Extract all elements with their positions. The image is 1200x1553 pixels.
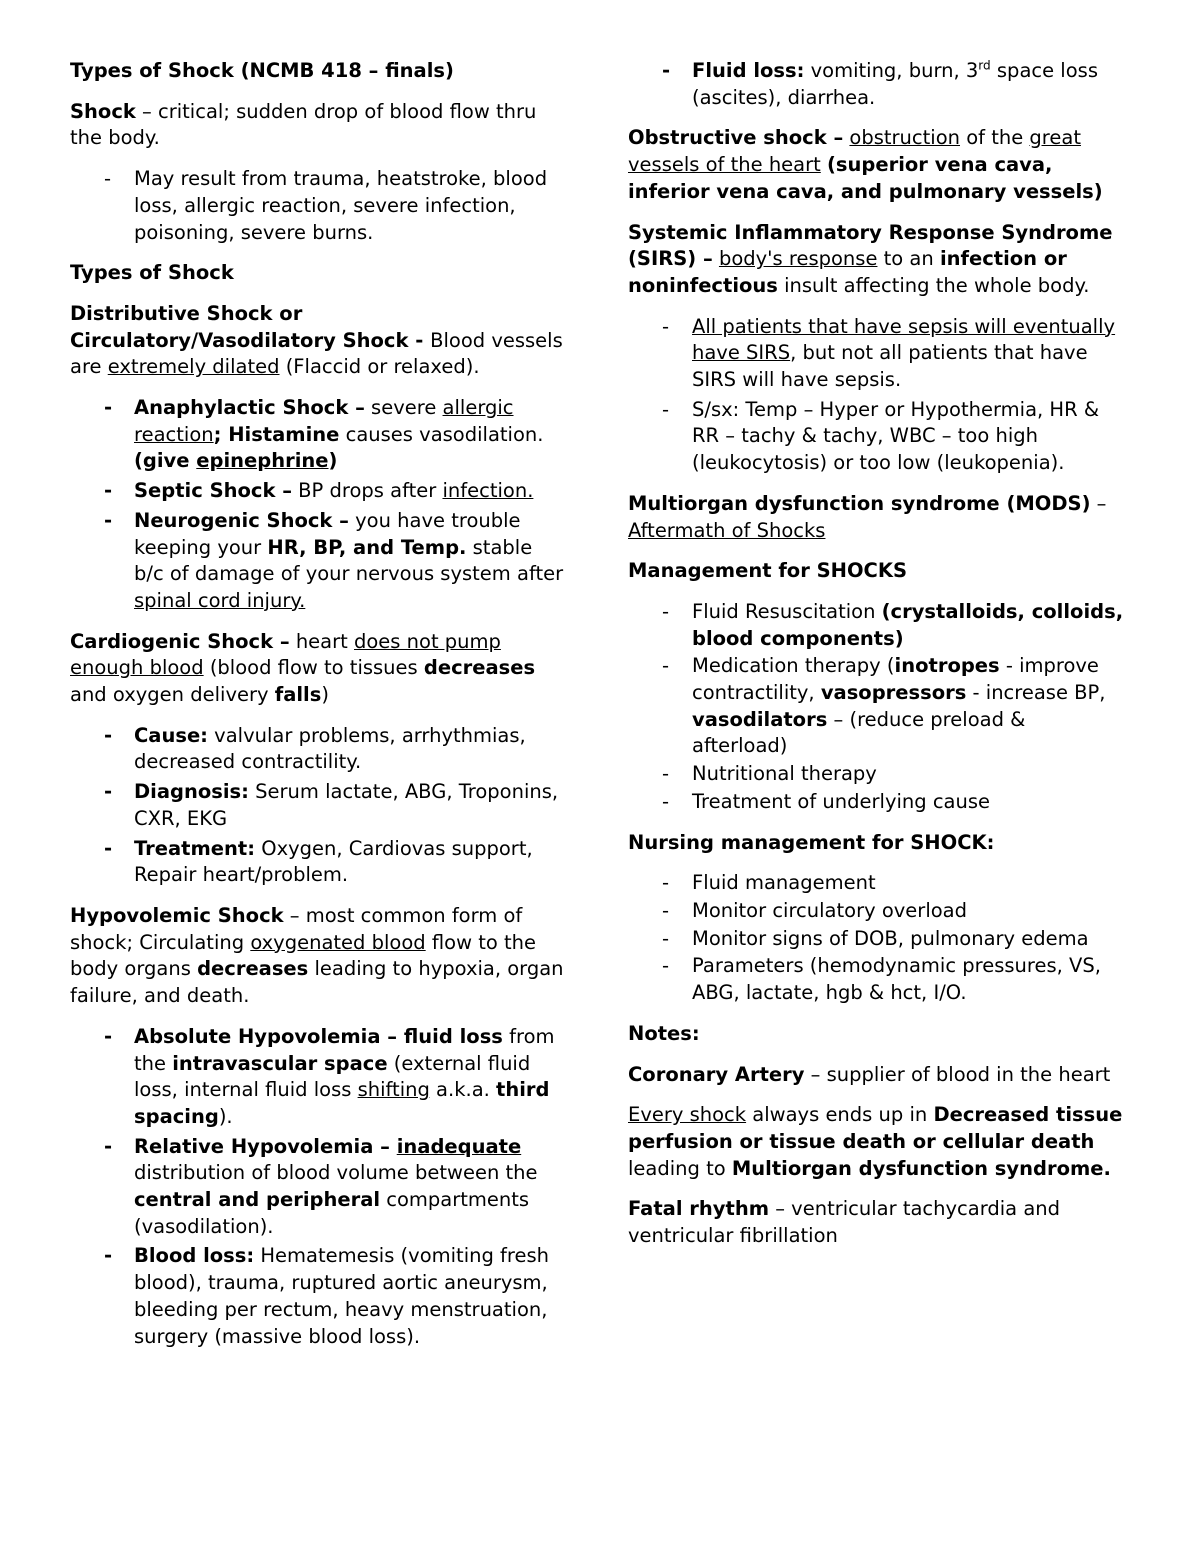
left-column [70, 58, 566, 1364]
list-item: - S/sx: Temp – Hyper or Hypothermia, HR & RR – tachy & tachy, WBC – too high (leukocytosis) or too low (leukopenia). [662, 397, 1124, 477]
hypovolemic-shock-paragraph: Hypovolemic Shock – most common form of shock; Circulating oxygenated blood flow to the body organs decreases leading to hypoxia, organ failure, and death. [70, 903, 564, 1008]
types-of-shock-heading: Types of Shock [70, 261, 234, 285]
fluid-loss-list [628, 58, 1124, 111]
fatal-rhythm-paragraph: Fatal rhythm – ventricular tachycardia and ventricular fibrillation [628, 1197, 1061, 1248]
shock-definition: Shock – critical; sudden drop of blood flow thru the body. [70, 99, 537, 150]
list-item: - Treatment of underlying cause [662, 789, 1124, 816]
nursing-management-list [628, 870, 1124, 1007]
nursing-management-heading: Nursing management for SHOCK: [628, 830, 995, 854]
right-column [628, 58, 1124, 1264]
cardiogenic-shock-list [70, 723, 566, 889]
title-heading: Types of Shock (NCMB 418 – finals) [70, 59, 454, 82]
list-item: - Blood loss: Hematemesis (vomiting fresh blood), trauma, ruptured aortic aneurysm, bleeding per rectum, heavy menstruation, surgery (massive blood loss). [104, 1243, 566, 1350]
distributive-shock-paragraph: Distributive Shock or Circulatory/Vasodilatory Shock - Blood vessels are extremely dilated (Flaccid or relaxed). [70, 301, 563, 379]
list-item: - Parameters (hemodynamic pressures, VS, ABG, lactate, hgb & hct, I/O. [662, 953, 1124, 1006]
management-list [628, 599, 1124, 816]
every-shock-paragraph: Every shock always ends up in Decreased tissue perfusion or tissue death or cellular death leading to Multiorgan dysfunction syndrome. [628, 1103, 1123, 1180]
mods-paragraph: Multiorgan dysfunction syndrome (MODS) – Aftermath of Shocks [628, 491, 1107, 542]
list-item: - May result from trauma, heatstroke, blood loss, allergic reaction, severe infection, poisoning, severe burns. [104, 166, 566, 246]
shock-causes-list [70, 166, 566, 246]
notes-heading: Notes: [628, 1021, 700, 1045]
list-item: - Cause: valvular problems, arrhythmias, decreased contractility. [104, 723, 566, 776]
cardiogenic-shock-paragraph: Cardiogenic Shock – heart does not pump enough blood (blood flow to tissues decreases and oxygen delivery falls) [70, 629, 536, 707]
list-item: - Treatment: Oxygen, Cardiovas support, Repair heart/problem. [104, 836, 566, 889]
list-item: - Fluid management [662, 870, 1124, 897]
list-item: - All patients that have sepsis will eventually have SIRS, but not all patients that have SIRS will have sepsis. [662, 314, 1124, 394]
sirs-list [628, 314, 1124, 477]
management-heading: Management for SHOCKS [628, 559, 908, 583]
list-item: - Nutritional therapy [662, 761, 1124, 788]
list-item: - Monitor signs of DOB, pulmonary edema [662, 926, 1124, 953]
obstructive-shock-paragraph: Obstructive shock – obstruction of the great vessels of the heart (superior vena cava, inferior vena cava, and pulmonary vessels) [628, 126, 1103, 203]
list-item: - Fluid Resuscitation (crystalloids, colloids, blood components) [662, 599, 1124, 652]
list-item: - Septic Shock – BP drops after infection. [104, 478, 566, 505]
sirs-paragraph: Systemic Inflammatory Response Syndrome (SIRS) – body's response to an infection or noninfectious insult affecting the whole body. [628, 220, 1113, 297]
coronary-artery-paragraph: Coronary Artery – supplier of blood in the heart [628, 1062, 1111, 1086]
list-item: - Diagnosis: Serum lactate, ABG, Troponins, CXR, EKG [104, 779, 566, 832]
distributive-shock-list [70, 395, 566, 615]
list-item: - Anaphylactic Shock – severe allergic reaction; Histamine causes vasodilation. (give epinephrine) [104, 395, 566, 475]
list-item: - Monitor circulatory overload [662, 898, 1124, 925]
list-item: - Relative Hypovolemia – inadequate distribution of blood volume between the central and peripheral compartments (vasodilation). [104, 1134, 566, 1241]
list-item: - Medication therapy (inotropes - improve contractility, vasopressors - increase BP, vasodilators – (reduce preload & afterload) [662, 653, 1124, 760]
list-item: - Neurogenic Shock – you have trouble keeping your HR, BP, and Temp. stable b/c of damage of your nervous system after spinal cord injury. [104, 508, 566, 615]
hypovolemic-shock-list [70, 1024, 566, 1350]
list-item: - Fluid loss: vomiting, burn, 3rd space loss (ascites), diarrhea. [662, 58, 1124, 111]
two-column-layout [70, 58, 1130, 1364]
list-item: - Absolute Hypovolemia – fluid loss from the intravascular space (external fluid loss, internal fluid loss shifting a.k.a. third spacing). [104, 1024, 566, 1131]
